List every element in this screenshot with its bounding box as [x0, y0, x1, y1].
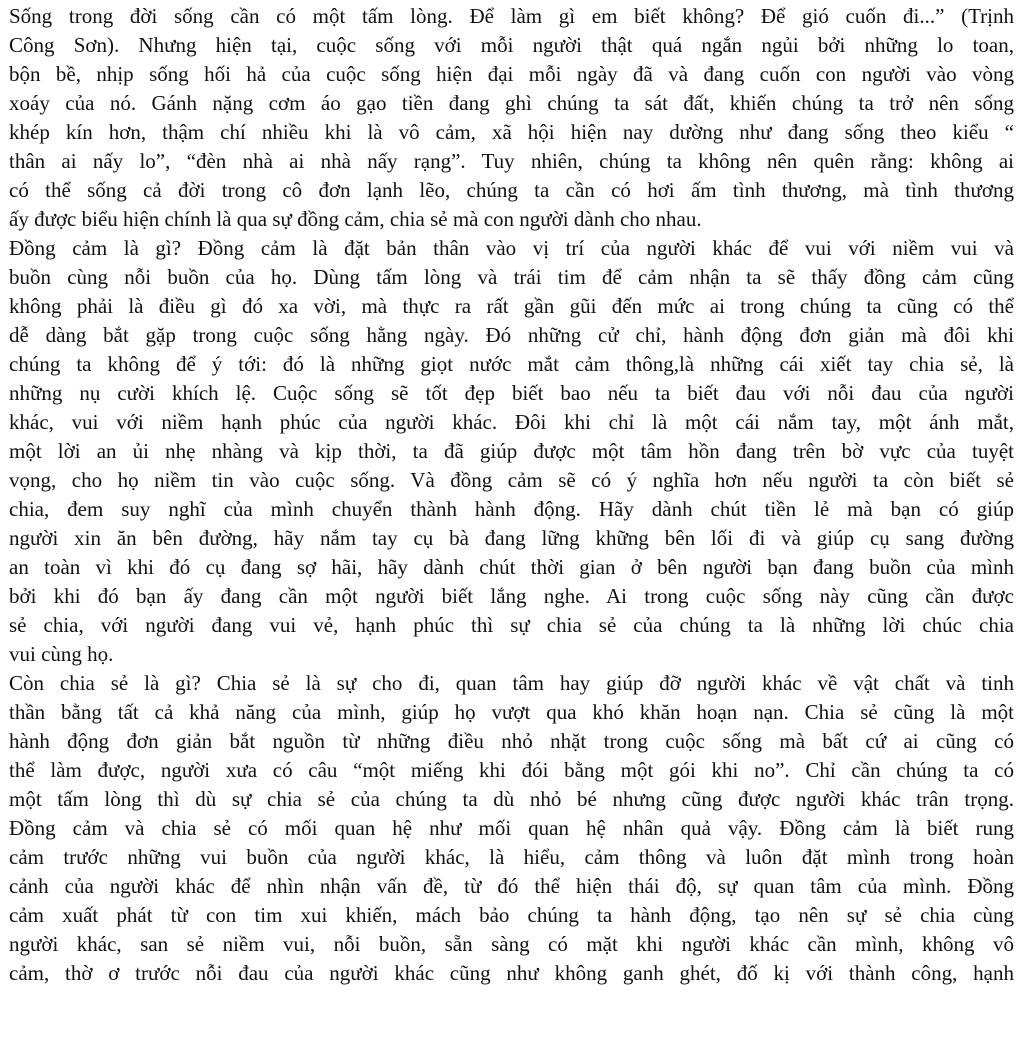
text-line: Sống trong đời sống cần có một tấm lòng. Để làm gì em biết không? Để gió cuốn đi...” (Trịnh [9, 4, 1014, 28]
text-line: một lời an ủi nhẹ nhàng và kịp thời, ta đã giúp được một tâm hồn đang trên bờ vực của tuyệt [9, 439, 1014, 463]
text-line: người xin ăn bên đường, hãy nắm tay cụ bà đang lững khững bên lối đi và giúp cụ sang đường [9, 526, 1014, 550]
text-line: thể làm được, người xưa có câu “một miếng khi đói bằng một gói khi no”. Chỉ cần chúng ta có [9, 758, 1014, 782]
paragraph-1 [9, 2, 1014, 234]
text-line: khép kín hơn, thậm chí nhiều khi là vô cảm, xã hội hiện nay dường như đang sống theo kiểu “ [9, 120, 1014, 144]
text-line: người khác, san sẻ niềm vui, nỗi buồn, sẵn sàng có mặt khi người khác cần mình, không vô [9, 932, 1014, 956]
text-line: một tấm lòng thì dù sự chia sẻ của chúng ta dù nhỏ bé nhưng cũng được người khác trân trọng. [9, 787, 1014, 811]
paragraph-3 [9, 669, 1014, 988]
text-line: bộn bề, nhịp sống hối hả của cuộc sống hiện đại mỗi ngày đã và đang cuốn con người vào vòng [9, 62, 1014, 86]
text-line: Công Sơn). Nhưng hiện tại, cuộc sống với mỗi người thật quá ngắn ngủi bởi những lo toan, [9, 33, 1014, 57]
text-line: có thể sống cả đời trong cô đơn lạnh lẽo, chúng ta cần có hơi ấm tình thương, mà tình thương [9, 178, 1014, 202]
text-line: chia, đem suy nghĩ của mình chuyển thành hành động. Hãy dành chút tiền lẻ mà bạn có giúp [9, 497, 1014, 521]
text-line: Đồng cảm và chia sẻ có mối quan hệ như mối quan hệ nhân quả vậy. Đồng cảm là biết rung [9, 816, 1014, 840]
text-line: dễ dàng bắt gặp trong cuộc sống hằng ngày. Đó những cử chỉ, hành động đơn giản mà đôi khi [9, 323, 1014, 347]
text-line: hành động đơn giản bắt nguồn từ những điều nhỏ nhặt trong cuộc sống mà bất cứ ai cũng có [9, 729, 1014, 753]
text-line: Còn chia sẻ là gì? Chia sẻ là sự cho đi, quan tâm hay giúp đỡ người khác về vật chất và tinh [9, 671, 1014, 695]
text-line: cảm xuất phát từ con tim xui khiến, mách bảo chúng ta hành động, tạo nên sự sẻ chia cùng [9, 903, 1014, 927]
text-line: ấy được biểu hiện chính là qua sự đồng cảm, chia sẻ mà con người dành cho nhau. [9, 207, 702, 231]
text-line: thần bằng tất cả khả năng của mình, giúp họ vượt qua khó khăn hoạn nạn. Chia sẻ cũng là một [9, 700, 1014, 724]
text-line: khác, vui với niềm hạnh phúc của người khác. Đôi khi chỉ là một cái nắm tay, một ánh mắt, [9, 410, 1014, 434]
text-line: những nụ cười khích lệ. Cuộc sống sẽ tốt đẹp biết bao nếu ta biết đau với nỗi đau của người [9, 381, 1014, 405]
text-line: vui cùng họ. [9, 642, 114, 666]
text-line: buồn cùng nỗi buồn của họ. Dùng tấm lòng và trái tim để cảm nhận ta sẽ thấy đồng cảm cũng [9, 265, 1014, 289]
text-line: bởi khi đó bạn ấy đang cần một người biết lắng nghe. Ai trong cuộc sống này cũng cần được [9, 584, 1014, 608]
text-line: không phải là điều gì đó xa vời, mà thực ra rất gần gũi đến mức ai trong chúng ta cũng có thể [9, 294, 1014, 318]
text-line: cảm, thờ ơ trước nỗi đau của người khác cũng như không ganh ghét, đố kị với thành công, hạnh [9, 961, 1014, 985]
text-line: chúng ta không để ý tới: đó là những giọt nước mắt cảm thông,là những cái xiết tay chia sẻ, là [9, 352, 1014, 376]
text-line: cảm trước những vui buồn của người khác, là hiểu, cảm thông và luôn đặt mình trong hoàn [9, 845, 1014, 869]
text-line: xoáy của nó. Gánh nặng cơm áo gạo tiền đang ghì chúng ta sát đất, khiến chúng ta trở nên sống [9, 91, 1014, 115]
text-line: sẻ chia, với người đang vui vẻ, hạnh phúc thì sự chia sẻ của chúng ta là những lời chúc chia [9, 613, 1014, 637]
text-line: Đồng cảm là gì? Đồng cảm là đặt bản thân vào vị trí của người khác để vui với niềm vui và [9, 236, 1014, 260]
text-line: an toàn vì khi đó cụ đang sợ hãi, hãy dành chút thời gian ở bên người bạn đang buồn của mình [9, 555, 1014, 579]
text-line: thân ai nấy lo”, “đèn nhà ai nhà nấy rạng”. Tuy nhiên, chúng ta không nên quên rằng: không ai [9, 149, 1014, 173]
text-line: cảnh của người khác để nhìn nhận vấn đề, từ đó thể hiện thái độ, sự quan tâm của mình. Đồng [9, 874, 1014, 898]
paragraph-2 [9, 234, 1014, 669]
text-line: vọng, cho họ niềm tin vào cuộc sống. Và đồng cảm sẽ có ý nghĩa hơn nếu người ta còn biết sẻ [9, 468, 1014, 492]
